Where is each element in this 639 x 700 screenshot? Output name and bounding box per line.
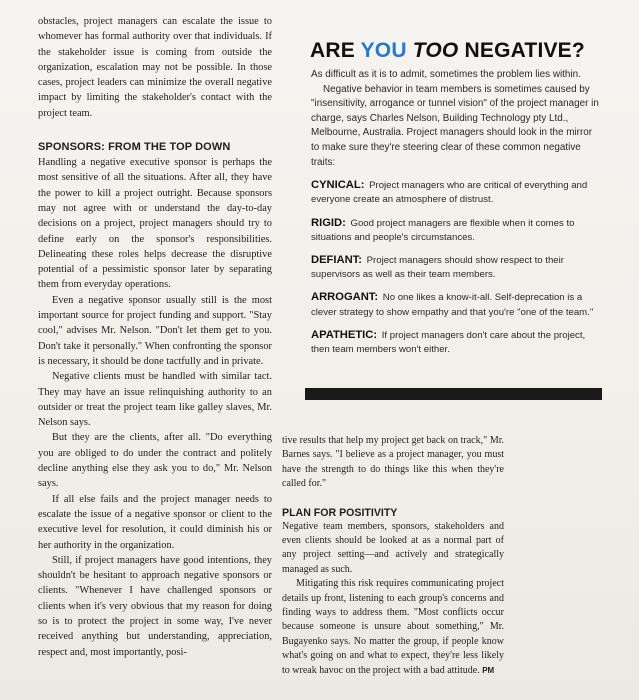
paragraph-escalation: obstacles, project managers can escalate the issue to whomever has formal authority over that individuals. If the stakeholder issue is coming from outside the organization, escalation may not be possible. In those cases, project leaders can minimize the overall negative impact by limiting the stakeholder's contact with the project team. bbox=[38, 16, 272, 119]
paragraph-clients-1: Negative clients must be handled with similar tact. They may have an issue relinquishing authority to an outsider or treat the project team like galley slaves, Mr. Nelson says. bbox=[38, 371, 272, 429]
trait-text: If project managers don't care about the project, then team members won't either. bbox=[311, 329, 586, 355]
title-too: TOO bbox=[406, 39, 459, 62]
paragraph-plan-2 bbox=[282, 577, 504, 678]
trait-text: Project managers should show respect to their supervisors as well as their team members. bbox=[311, 254, 564, 281]
trait-defiant bbox=[311, 253, 600, 282]
trait-text: Project managers who are critical of everything and everyone create an atmosphere of distrust. bbox=[311, 180, 588, 206]
trait-label: ARROGANT: bbox=[311, 291, 379, 304]
right-column bbox=[282, 434, 504, 678]
trait-text: Good project managers are flexible when it comes to situations and people's circumstances. bbox=[311, 217, 575, 243]
title-are: ARE bbox=[310, 39, 361, 62]
paragraph-continuation: tive results that help my project get back on track," Mr. Barnes says. "I believe as a project manager, you must have the strength to do things like this when they're called for." bbox=[282, 435, 504, 490]
trait-label: APATHETIC: bbox=[311, 328, 378, 341]
heading-sponsors: SPONSORS: FROM THE TOP DOWN bbox=[38, 141, 231, 154]
left-column bbox=[38, 14, 272, 660]
trait-text: No one likes a know-it-all. Self-deprecation is a clever strategy to show empathy and that you're "one of the team." bbox=[311, 292, 594, 318]
sidebar-title bbox=[310, 38, 600, 64]
title-you: YOU bbox=[360, 39, 407, 62]
sidebar-intro-line-1: As difficult as it is to admit, sometimes the problem lies within. bbox=[311, 69, 581, 80]
paragraph-sponsors-1: Handling a negative executive sponsor is perhaps the most sensitive of all the situations. After all, they have the power to kill a project outright. Because sponsors may not agree with or understand the day-to-day decisions on a project, project managers should try to define early on the sponsor's responsibilities. Delineating these roles helps decrease the disruptive potential of a pessimistic sponsor later by separating them from everyday operations. bbox=[38, 157, 272, 291]
sidebar-bottom-rule bbox=[305, 388, 602, 400]
sidebar-intro-line-2: Negative behavior in team members is sometimes caused by "insensitivity, arrogance or tunnel vision" of the project manager in charge, says Charles Nelson, Building Technology pty Ltd., Melbourne, Australia. Project managers should look in the mirror to make sure they're steering clear of these common negative traits: bbox=[311, 83, 599, 168]
end-mark: PM bbox=[482, 665, 495, 675]
paragraph-plan-2-text: Mitigating this risk requires communicating project details up front, listening to each group's concerns and finding ways to address them. "Most conflicts occur because someone is unsure about something," Mr. Bugayenko says. No matter the group, if people know what's going on and what to expect, they're less likely to wreak havoc on the project with a bad attitude. bbox=[282, 578, 504, 676]
paragraph-clients-3: If all else fails and the project manager needs to escalate the issue of a negative sponsor or client to the executive level for resolution, it could diminish his or her authority in the organization. bbox=[38, 493, 272, 551]
paragraph-sponsors-2: Even a negative sponsor usually still is the most important source for project funding and support. "Stay cool," advises Mr. Nelson. "Don't let them get to you. Don't take it personally." When confronting the sponsor is necessary, it should be done tactfully and in private. bbox=[38, 294, 272, 367]
title-negative: NEGATIVE? bbox=[458, 39, 585, 62]
sidebar-intro bbox=[311, 68, 600, 170]
trait-label: CYNICAL: bbox=[311, 179, 365, 192]
trait-label: DEFIANT: bbox=[311, 253, 362, 266]
paragraph-clients-4: Still, if project managers have good intentions, they shouldn't be hesitant to approach negative sponsors or clients. "Whenever I have challenged sponsors or clients when it's very obvious that my reason for doing so is to protect the project in some way, I've never received anything but understanding, appreciation, respect and, most importantly, posi- bbox=[38, 554, 272, 658]
trait-arrogant bbox=[311, 290, 600, 319]
trait-cynical bbox=[311, 178, 600, 207]
paragraph-plan-1: Negative team members, sponsors, stakeholders and even clients should be looked at as a normal part of any project setting—and actively and strategically managed as such. bbox=[282, 520, 504, 575]
heading-plan-for-positivity: PLAN FOR POSITIVITY bbox=[282, 506, 398, 519]
trait-rigid bbox=[311, 216, 600, 245]
trait-label: RIGID: bbox=[311, 216, 346, 229]
paragraph-clients-2: But they are the clients, after all. "Do everything you are obliged to do under the contract and politely decline anything else they ask you to do," Mr. Nelson says. bbox=[38, 432, 272, 490]
sidebar-are-you-too-negative bbox=[304, 38, 600, 365]
trait-apathetic bbox=[311, 328, 600, 357]
